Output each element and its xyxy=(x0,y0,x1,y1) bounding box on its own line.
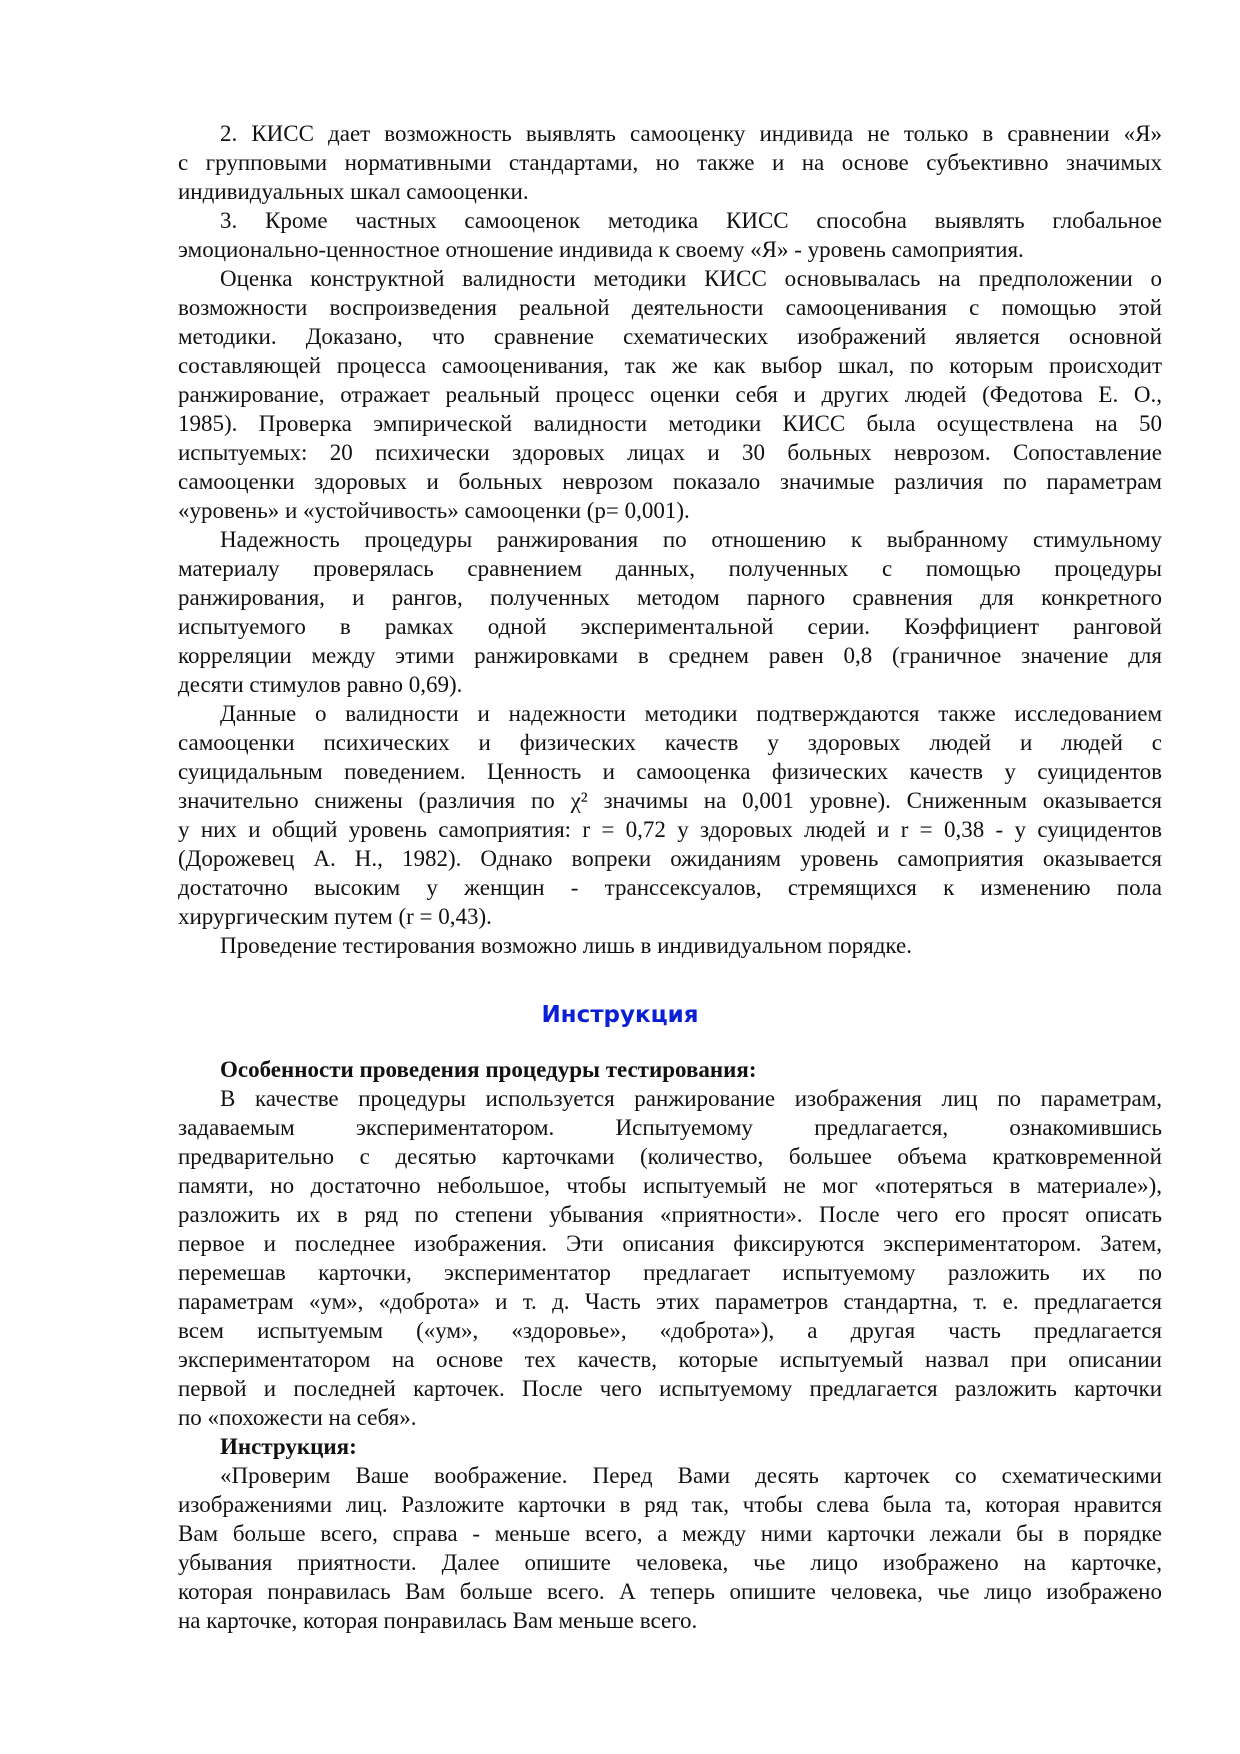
paragraph xyxy=(178,525,1162,699)
paragraph xyxy=(178,931,1162,960)
text-line: испытуемого в рамках одной экспериментальной серии. Коэффициент ранговой xyxy=(178,614,1162,639)
text-line: на карточке, которая понравилась Вам меньше всего. xyxy=(178,1608,698,1633)
text-line: составляющей процесса самооценивания, так же как выбор шкал, по которым происходит xyxy=(178,353,1162,378)
text-line: Данные о валидности и надежности методики подтверждаются также исследованием xyxy=(220,701,1162,726)
text-line: достаточно высоким у женщин - транссексуалов, стремящихся к изменению пола xyxy=(178,875,1162,900)
section-heading: Инструкция xyxy=(541,1002,699,1028)
text-line: Надежность процедуры ранжирования по отношению к выбранному стимульному xyxy=(220,527,1162,552)
text-line: испытуемых: 20 психически здоровых лицах и 30 больных неврозом. Сопоставление xyxy=(178,440,1162,465)
paragraph xyxy=(178,119,1162,206)
paragraph xyxy=(178,206,1162,264)
text-line: параметрам «ум», «доброта» и т. д. Часть этих параметров стандартна, т. е. предлагается xyxy=(178,1289,1162,1314)
text-line: эмоционально-ценностное отношение индивида к своему «Я» - уровень самоприятия. xyxy=(178,237,1024,262)
text-line: экспериментатором на основе тех качеств, которые испытуемый назвал при описании xyxy=(178,1347,1162,1372)
text-line: материалу проверялась сравнением данных, полученных с помощью процедуры xyxy=(178,556,1162,581)
text-line: изображениями лиц. Разложите карточки в ряд так, чтобы слева была та, которая нравится xyxy=(178,1492,1162,1517)
text-line: самооценки психических и физических качеств у здоровых людей и людей с xyxy=(178,730,1162,755)
text-line: хирургическим путем (r = 0,43). xyxy=(178,904,492,929)
text-line: корреляции между этими ранжировками в среднем равен 0,8 (граничное значение для xyxy=(178,643,1162,668)
text-line: памяти, но достаточно небольшое, чтобы испытуемый не мог «потеряться в материале»), xyxy=(178,1173,1162,1198)
text-line: первое и последнее изображения. Эти описания фиксируются экспериментатором. Затем, xyxy=(178,1231,1162,1256)
text-line: убывания приятности. Далее опишите человека, чье лицо изображено на карточке, xyxy=(178,1550,1162,1575)
text-line: 1985). Проверка эмпирической валидности методики КИСС была осуществлена на 50 xyxy=(178,411,1162,436)
text-line: «Проверим Ваше воображение. Перед Вами десять карточек со схематическими xyxy=(220,1463,1162,1488)
text-line: значительно снижены (различия по χ² значимы на 0,001 уровне). Сниженным оказывается xyxy=(178,788,1162,813)
text-line: которая понравилась Вам больше всего. А теперь опишите человека, чье лицо изображено xyxy=(178,1579,1162,1604)
text-line: возможности воспроизведения реальной деятельности самооценивания с помощью этой xyxy=(178,295,1162,320)
text-line: самооценки здоровых и больных неврозом показало значимые различия по параметрам xyxy=(178,469,1162,494)
text-line: ранжирование, отражает реальный процесс оценки себя и других людей (Федотова Е. О., xyxy=(178,382,1162,407)
body-text-instruction xyxy=(178,1055,1162,1635)
text-line: первой и последней карточек. После чего испытуемому предлагается разложить карточки xyxy=(178,1376,1162,1401)
text-line: перемешав карточки, экспериментатор предлагает испытуемому разложить их по xyxy=(178,1260,1162,1285)
paragraph xyxy=(178,264,1162,525)
text-line: у них и общий уровень самоприятия: r = 0,72 у здоровых людей и r = 0,38 - у суицидентов xyxy=(178,817,1162,842)
text-line: (Дорожевец А. Н., 1982). Однако вопреки ожиданиям уровень самоприятия оказывается xyxy=(178,846,1162,871)
text-line: всем испытуемым («ум», «здоровье», «доброта»), а другая часть предлагается xyxy=(178,1318,1162,1343)
text-line: с групповыми нормативными стандартами, но также и на основе субъективно значимых xyxy=(178,150,1162,175)
text-line: методики. Доказано, что сравнение схематических изображений является основной xyxy=(178,324,1162,349)
body-text-top xyxy=(178,119,1162,960)
text-line: индивидуальных шкал самооценки. xyxy=(178,179,529,204)
text-line: 2. КИСС дает возможность выявлять самооценку индивида не только в сравнении «Я» xyxy=(220,121,1162,146)
subheading: Особенности проведения процедуры тестирования: xyxy=(220,1057,757,1082)
text-line: Вам больше всего, справа - меньше всего, а между ними карточки лежали бы в порядке xyxy=(178,1521,1162,1546)
text-line: разложить их в ряд по степени убывания «приятности». После чего его просят описать xyxy=(178,1202,1162,1227)
paragraph xyxy=(178,1461,1162,1635)
text-line: задаваемым экспериментатором. Испытуемому предлагается, ознакомившись xyxy=(178,1115,1162,1140)
text-line: предварительно с десятью карточками (количество, большее объема кратковременной xyxy=(178,1144,1162,1169)
text-line: по «похожести на себя». xyxy=(178,1405,417,1430)
paragraph xyxy=(178,699,1162,931)
text-line: суицидальным поведением. Ценность и самооценка физических качеств у суицидентов xyxy=(178,759,1162,784)
text-line: Проведение тестирования возможно лишь в индивидуальном порядке. xyxy=(220,933,912,958)
text-line: Оценка конструктной валидности методики КИСС основывалась на предположении о xyxy=(220,266,1162,291)
text-line: десяти стимулов равно 0,69). xyxy=(178,672,463,697)
text-line: «уровень» и «устойчивость» самооценки (p= 0,001). xyxy=(178,498,690,523)
text-line: 3. Кроме частных самооценок методика КИСС способна выявлять глобальное xyxy=(220,208,1162,233)
text-line: В качестве процедуры используется ранжирование изображения лиц по параметрам, xyxy=(220,1086,1162,1111)
text-line: ранжирования, и рангов, полученных методом парного сравнения для конкретного xyxy=(178,585,1162,610)
subheading: Инструкция: xyxy=(220,1434,357,1459)
paragraph xyxy=(178,1084,1162,1432)
